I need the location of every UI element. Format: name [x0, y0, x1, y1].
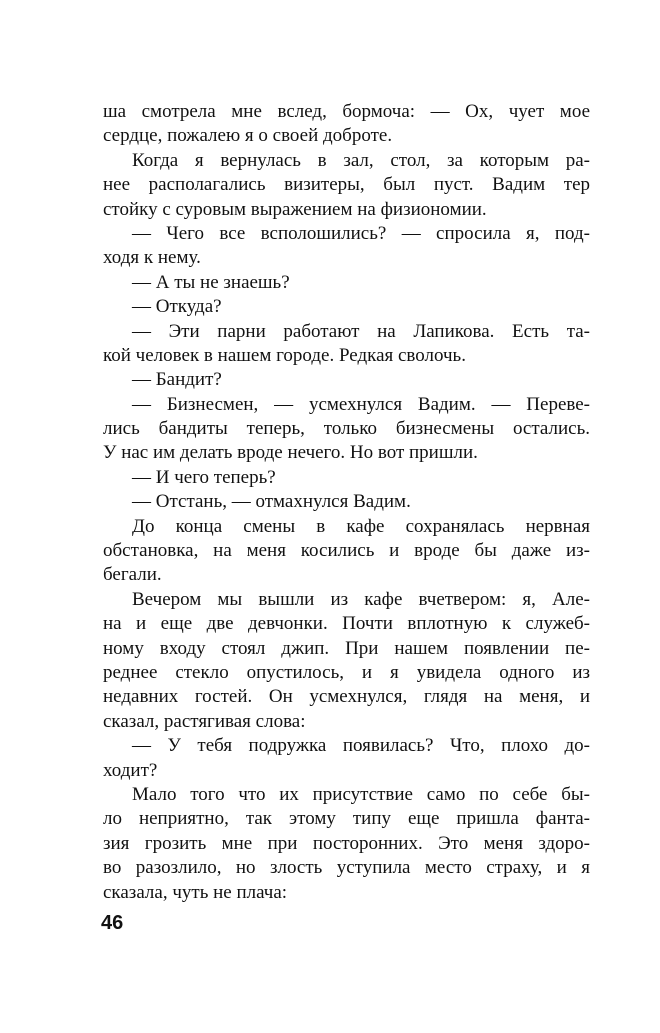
text-line: обстановка, на меня косились и вроде бы даже из- [103, 540, 590, 562]
text-line: Вечером мы вышли из кафе вчетвером: я, Але- [132, 588, 590, 610]
text-line: лись бандиты теперь, только бизнесмены остались. [103, 418, 590, 440]
text-line: во разозлило, но злость уступила место страху, и я [103, 857, 590, 879]
text-line: сердце, пожалею я о своей доброте. [103, 125, 393, 147]
text-line: стойку с суровым выражением на физиономии. [103, 198, 487, 220]
text-line: ша смотрела мне вслед, бормоча: — Ох, чует мое [103, 101, 590, 122]
text-line: — Откуда? [132, 296, 222, 318]
text-line: сказал, растягивая слова: [103, 710, 306, 732]
text-line: ло неприятно, так этому типу еще пришла фанта- [103, 808, 590, 830]
text-line: ному входу стоял джип. При нашем появлении пе- [103, 637, 590, 659]
text-line: ходит? [103, 759, 158, 781]
page-number: 46 [101, 912, 124, 934]
text-line: — Отстань, — отмахнулся Вадим. [132, 491, 411, 513]
text-line: До конца смены в кафе сохранялась нервная [132, 515, 590, 537]
text-line: Мало того что их присутствие само по себе бы- [132, 783, 590, 805]
text-line: — У тебя подружка появилась? Что, плохо до- [132, 735, 590, 757]
text-line: — И чего теперь? [132, 466, 276, 488]
text-line: недавних гостей. Он усмехнулся, глядя на меня, и [103, 686, 590, 708]
text-line: — Бандит? [132, 369, 222, 391]
text-line: — Бизнесмен, — усмехнулся Вадим. — Переве- [132, 393, 590, 415]
text-line: на и еще две девчонки. Почти вплотную к служеб- [103, 613, 590, 635]
text-line: — А ты не знаешь? [132, 271, 290, 293]
text-line: реднее стекло опустилось, и я увидела одного из [103, 661, 590, 683]
text-line: нее располагались визитеры, был пуст. Вадим тер [103, 174, 590, 196]
text-line: сказала, чуть не плача: [103, 881, 288, 903]
text-line: бегали. [103, 564, 162, 586]
text-line: зия грозить мне при посторонних. Это меня здоро- [103, 832, 590, 854]
text-line: кой человек в нашем городе. Редкая сволочь. [103, 344, 466, 366]
text-line: ходя к нему. [103, 247, 201, 269]
book-page-body [103, 100, 590, 905]
text-line: У нас им делать вроде нечего. Но вот пришли. [103, 442, 478, 464]
text-line: — Эти парни работают на Лапикова. Есть та- [132, 320, 590, 342]
text-line: — Чего все всполошились? — спросила я, под- [132, 222, 590, 244]
text-line: Когда я вернулась в зал, стол, за которым ра- [132, 149, 590, 171]
